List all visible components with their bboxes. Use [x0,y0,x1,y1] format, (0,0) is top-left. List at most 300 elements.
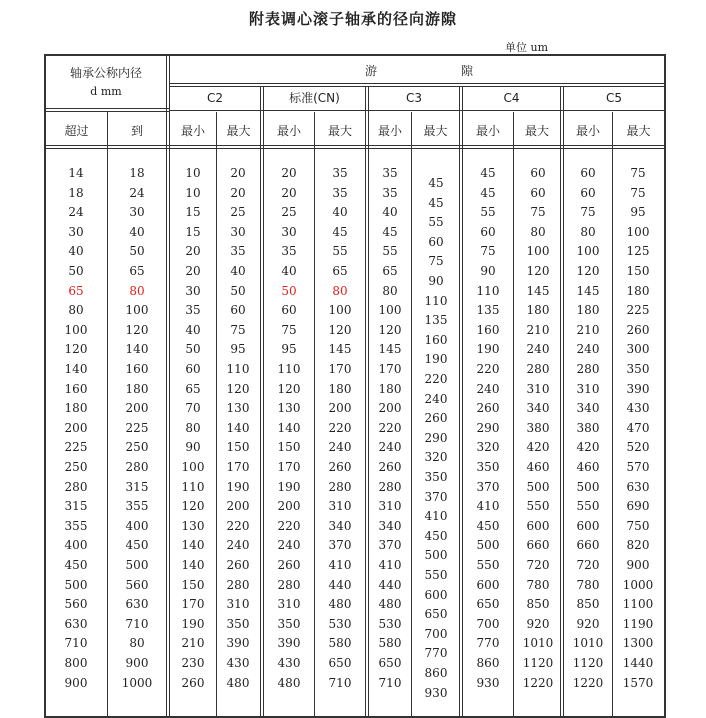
cell-c2-max: 130 [226,401,250,416]
cell-c2-max: 120 [226,381,250,396]
cell-c4-max: 75 [530,205,546,220]
cell-c5-min: 920 [576,616,600,631]
cell-c5-min: 1220 [572,675,604,690]
cell-c5-min: 60 [580,166,596,180]
cell-c5-max: 1190 [622,616,654,631]
cell-c4-min: 600 [476,577,500,592]
cell-c5-max: 430 [626,401,650,416]
cell-over: 800 [64,656,88,670]
cell-c3-max: 770 [424,646,448,661]
cell-cn-max: 440 [328,577,352,592]
cell-c3-max: 110 [424,293,448,308]
cell-c4-min: 90 [480,264,496,278]
cell-c5-min: 1120 [572,656,604,670]
cell-to: 65 [129,264,145,278]
cell-c2-min: 80 [185,420,201,435]
cell-c5-max: 1440 [622,656,654,670]
cell-c5-min: 80 [580,224,596,239]
cell-c4-min: 190 [476,342,500,357]
cell-c5-max: 75 [630,185,646,200]
cell-c2-min: 30 [185,283,201,298]
cell-c3-max: 60 [428,234,444,249]
cell-c2-min: 15 [185,205,201,220]
cell-c2-min: 260 [181,675,205,690]
cell-c4-min: 450 [476,518,500,533]
cell-c5-max: 1300 [622,636,654,651]
cell-cn-min: 190 [277,479,301,494]
cell-c4-max: 60 [530,166,546,180]
cell-c5-min: 240 [576,342,600,357]
cell-to: 100 [125,303,149,318]
cell-c3-max: 260 [424,411,448,426]
cell-c3-min: 310 [378,499,402,514]
cell-to: 200 [125,401,149,416]
cell-cn-max: 65 [332,264,348,278]
cell-c5-max: 150 [626,264,650,278]
cell-c2-min: 110 [181,479,205,494]
cell-cn-min: 25 [281,205,297,220]
cell-c2-max: 75 [230,322,246,337]
cell-c4-min: 410 [476,499,500,514]
cell-c5-min: 460 [576,460,600,474]
col-c3-max: 最大 [423,124,448,138]
cell-cn-max: 180 [328,381,352,396]
cell-cn-min: 390 [277,636,301,651]
cell-c5-max: 1100 [622,597,654,612]
cell-c4-min: 110 [476,283,500,298]
cell-over: 900 [64,675,88,690]
cell-c2-max: 140 [226,420,250,435]
cell-c4-min: 770 [476,636,500,651]
cell-c4-max: 550 [526,499,550,514]
cell-cn-max: 40 [332,205,348,220]
cell-c2-min: 65 [185,381,201,396]
cell-cn-max: 710 [328,675,352,690]
cell-c2-max: 50 [230,283,246,298]
col-c2-max: 最大 [226,124,251,138]
cell-to: 900 [125,656,149,670]
cell-c4-min: 60 [480,224,496,239]
cell-c2-min: 120 [181,499,205,514]
cell-c4-min: 45 [480,166,496,180]
cell-c3-max: 240 [424,391,448,406]
cell-c4-min: 370 [476,479,500,494]
cell-c3-min: 440 [378,577,402,592]
cell-cn-min: 220 [277,518,301,533]
cell-c5-min: 145 [576,283,600,298]
col-over: 超过 [64,124,89,138]
cell-to: 500 [125,558,149,572]
cell-c2-max: 20 [230,166,246,180]
cell-cn-max: 410 [328,558,352,572]
cell-to: 160 [125,362,149,376]
cell-cn-min: 170 [277,460,301,474]
clearance-table [44,54,666,718]
cell-c3-max: 45 [428,176,444,190]
cell-cn-max: 35 [332,166,348,180]
cell-over: 630 [64,616,88,631]
cell-c5-max: 820 [626,538,650,553]
cell-c3-min: 120 [378,322,402,337]
cell-c3-min: 45 [382,224,398,239]
cell-c3-min: 65 [382,264,398,278]
cell-cn-min: 20 [281,185,297,200]
cell-c5-min: 780 [576,577,600,592]
cell-c2-max: 60 [230,303,246,318]
cell-c2-max: 25 [230,205,246,220]
cell-c2-max: 150 [226,440,250,455]
cell-c3-max: 55 [428,215,444,230]
cell-c4-min: 55 [480,205,496,220]
cell-c4-min: 650 [476,597,500,612]
cell-c4-max: 80 [530,224,546,239]
cell-over: 710 [64,636,88,651]
cell-cn-min: 140 [277,420,301,435]
cell-c4-max: 500 [526,479,550,494]
cell-c3-max: 160 [424,332,448,347]
cell-over: 140 [64,362,88,376]
cell-c2-max: 190 [226,479,250,494]
cell-to: 80 [129,283,145,298]
cell-cn-max: 480 [328,597,352,612]
cell-to: 80 [129,636,145,651]
cell-cn-min: 430 [277,656,301,670]
cell-to: 24 [129,185,145,200]
cell-c3-min: 370 [378,538,402,553]
cell-c3-max: 135 [424,313,448,328]
cell-c5-min: 420 [576,440,600,455]
cell-cn-max: 370 [328,538,352,553]
cell-cn-min: 150 [277,440,301,455]
col-c3-min: 最小 [377,124,402,138]
cell-cn-max: 340 [328,518,352,533]
cell-c2-min: 50 [185,342,201,357]
cell-c4-max: 380 [526,420,550,435]
cell-c3-max: 90 [428,274,444,288]
cell-cn-max: 310 [328,499,352,514]
cell-c4-min: 260 [476,401,500,416]
cell-cn-min: 200 [277,499,301,514]
cell-c4-max: 600 [526,518,550,533]
cell-c2-min: 140 [181,538,205,553]
cell-c4-max: 660 [526,538,550,553]
cell-cn-min: 60 [281,303,297,318]
cell-c3-min: 710 [378,675,402,690]
cell-c5-max: 125 [626,244,650,259]
cell-over: 250 [64,460,88,474]
unit-label: 单位 um [505,41,549,54]
cell-c3-max: 700 [424,626,448,641]
cell-c4-max: 310 [526,381,550,396]
cell-c5-max: 1000 [622,577,654,592]
cell-over: 180 [64,401,88,416]
cell-c3-min: 480 [378,597,402,612]
cell-to: 280 [125,460,149,474]
cell-over: 120 [64,342,88,357]
cell-to: 30 [129,205,145,220]
cell-over: 355 [64,518,88,533]
cell-c3-min: 200 [378,401,402,416]
cell-cn-max: 170 [328,362,352,376]
cell-c4-max: 120 [526,264,550,278]
cell-c4-max: 920 [526,616,550,631]
cell-c2-max: 240 [226,538,250,553]
cell-c4-min: 290 [476,420,500,435]
cell-over: 18 [68,185,84,200]
col-c2-min: 最小 [180,124,205,138]
cell-over: 100 [64,322,88,337]
cell-cn-min: 350 [277,616,301,631]
cell-c2-min: 90 [185,440,201,455]
cell-c2-max: 260 [226,558,250,572]
cell-c2-max: 95 [230,342,246,357]
cell-to: 630 [125,597,149,612]
cell-c4-min: 135 [476,303,500,318]
cell-over: 40 [68,244,84,259]
cell-c5-max: 470 [626,420,650,435]
cell-c4-min: 75 [480,244,496,259]
cell-cn-max: 580 [328,636,352,651]
group-c3: C3 [405,91,422,105]
cell-c5-min: 180 [576,303,600,318]
cell-cn-min: 40 [281,264,297,278]
cell-c5-max: 225 [626,303,650,318]
cell-to: 18 [129,166,145,180]
cell-c5-max: 750 [626,518,650,533]
cell-c4-min: 320 [476,440,500,455]
cell-c2-max: 20 [230,185,246,200]
col-to: 到 [130,124,143,138]
col-c5-min: 最小 [575,124,600,138]
cell-c4-max: 1010 [522,636,554,651]
cell-c3-max: 350 [424,470,448,484]
col-c4-min: 最小 [475,124,500,138]
cell-c5-min: 340 [576,401,600,416]
cell-over: 65 [68,283,84,298]
cell-c5-max: 100 [626,224,650,239]
cell-c4-max: 280 [526,362,550,376]
cell-over: 14 [68,166,84,180]
clearance-label: 游 [364,64,377,78]
cell-cn-min: 280 [277,577,301,592]
cell-to: 180 [125,381,149,396]
cell-cn-max: 240 [328,440,352,455]
cell-c5-max: 75 [630,166,646,180]
cell-cn-min: 480 [277,675,301,690]
cell-cn-min: 110 [277,362,301,376]
cell-c5-min: 210 [576,322,600,337]
cell-c4-max: 240 [526,342,550,357]
cell-c3-max: 45 [428,195,444,210]
cell-over: 80 [68,303,84,318]
cell-c2-min: 170 [181,597,205,612]
cell-over: 450 [64,558,88,572]
cell-cn-min: 30 [281,224,297,239]
cell-c4-min: 700 [476,616,500,631]
col-cn-max: 最大 [327,124,352,138]
cell-to: 315 [125,479,149,494]
cell-cn-max: 45 [332,224,348,239]
cell-c4-min: 500 [476,538,500,553]
group-c2: C2 [206,91,223,105]
cell-over: 280 [64,479,88,494]
cell-cn-max: 100 [328,303,352,318]
cell-over: 225 [64,440,88,455]
cell-c5-max: 570 [626,460,650,474]
cell-c5-min: 720 [576,558,600,572]
group-c5: C5 [605,91,622,105]
cell-c2-max: 280 [226,577,250,592]
cell-over: 50 [68,264,84,278]
cell-cn-max: 55 [332,244,348,259]
cell-cn-min: 310 [277,597,301,612]
cell-c2-min: 35 [185,303,201,318]
cell-c5-max: 300 [626,342,650,357]
cell-c3-max: 370 [424,489,448,504]
cell-c2-max: 40 [230,264,246,278]
cell-over: 160 [64,381,88,396]
cell-c3-max: 550 [424,568,448,582]
cell-cn-min: 35 [281,244,297,259]
cell-c3-min: 180 [378,381,402,396]
cell-cn-min: 130 [277,401,301,416]
cell-c4-min: 220 [476,362,500,376]
cell-c5-max: 260 [626,322,650,337]
cell-c2-min: 20 [185,244,201,259]
cell-c4-max: 850 [526,597,550,612]
cell-c3-min: 35 [382,166,398,180]
cell-c5-min: 850 [576,597,600,612]
cell-c3-min: 55 [382,244,398,259]
cell-c3-max: 600 [424,587,448,602]
cell-c3-min: 40 [382,205,398,220]
cell-cn-min: 95 [281,342,297,357]
cell-c3-max: 320 [424,450,448,465]
cell-c4-max: 720 [526,558,550,572]
cell-c4-max: 180 [526,303,550,318]
cell-c5-max: 350 [626,362,650,376]
cell-to: 40 [129,224,145,239]
cell-c4-min: 930 [476,675,500,690]
cell-c2-min: 190 [181,616,205,631]
cell-over: 30 [68,224,84,239]
cell-over: 500 [64,577,88,592]
cell-cn-min: 120 [277,381,301,396]
cell-c2-max: 35 [230,244,246,259]
cell-to: 50 [129,244,145,259]
cell-over: 200 [64,420,88,435]
cell-c4-max: 460 [526,460,550,474]
cell-c5-min: 75 [580,205,596,220]
cell-c3-min: 80 [382,283,398,298]
cell-cn-min: 50 [281,283,297,298]
cell-cn-max: 650 [328,656,352,670]
cell-to: 450 [125,538,149,553]
cell-c4-max: 210 [526,322,550,337]
cell-c2-min: 20 [185,264,201,278]
cell-cn-max: 120 [328,322,352,337]
cell-c2-max: 110 [226,362,250,376]
cell-c5-min: 280 [576,362,600,376]
cell-c3-min: 170 [378,362,402,376]
cell-c3-min: 240 [378,440,402,455]
cell-c2-max: 170 [226,460,250,474]
cell-to: 560 [125,577,149,592]
cell-c3-max: 860 [424,666,448,680]
cell-c3-min: 220 [378,420,402,435]
cell-c3-min: 530 [378,616,402,631]
cell-c5-min: 1010 [572,636,604,651]
cell-c5-max: 630 [626,479,650,494]
cell-c5-min: 550 [576,499,600,514]
cell-c5-min: 60 [580,185,596,200]
cell-c5-max: 690 [626,499,650,514]
cell-c3-max: 190 [424,352,448,367]
cell-cn-min: 240 [277,538,301,553]
cell-c2-max: 390 [226,636,250,651]
cell-to: 400 [125,518,149,533]
cell-c3-min: 35 [382,185,398,200]
cell-c3-max: 220 [424,372,448,386]
page-title: 附表调心滚子轴承的径向游隙 [248,10,457,28]
cell-c5-max: 1570 [622,675,654,690]
cell-c5-min: 500 [576,479,600,494]
cell-c3-max: 500 [424,548,448,563]
cell-c3-min: 580 [378,636,402,651]
cell-to: 710 [125,616,149,631]
cell-c4-max: 1120 [522,656,554,670]
cell-c3-min: 260 [378,460,402,474]
cell-c2-min: 140 [181,558,205,572]
cell-c3-min: 100 [378,303,402,318]
cell-c3-min: 145 [378,342,402,357]
cell-c5-max: 180 [626,283,650,298]
cell-c4-max: 145 [526,283,550,298]
cell-c4-max: 60 [530,185,546,200]
cell-to: 250 [125,440,149,455]
cell-c3-max: 650 [424,607,448,622]
cell-c3-max: 450 [424,528,448,543]
cell-over: 560 [64,597,88,612]
bore-unit: d mm [90,85,122,98]
cell-c2-min: 10 [185,185,201,200]
cell-cn-max: 80 [332,283,348,298]
cell-to: 120 [125,322,149,337]
cell-to: 225 [125,420,149,435]
cell-c2-max: 200 [226,499,250,514]
cell-to: 355 [125,499,149,514]
group-c4: C4 [503,91,520,105]
cell-c2-min: 10 [185,166,201,180]
cell-c5-min: 660 [576,538,600,553]
bore-label: 轴承公称内径 [69,66,142,80]
cell-c3-max: 410 [424,509,448,524]
cell-cn-max: 530 [328,616,352,631]
cell-c5-min: 600 [576,518,600,533]
cell-c2-max: 350 [226,616,250,631]
cell-c2-max: 220 [226,518,250,533]
cell-c5-min: 100 [576,244,600,259]
cell-c4-max: 420 [526,440,550,455]
cell-c5-min: 120 [576,264,600,278]
cell-cn-max: 145 [328,342,352,357]
cell-c2-max: 30 [230,224,246,239]
cell-cn-max: 35 [332,185,348,200]
cell-c2-min: 70 [185,401,201,416]
cell-c4-max: 780 [526,577,550,592]
cell-to: 140 [125,342,149,357]
cell-c3-min: 410 [378,558,402,572]
